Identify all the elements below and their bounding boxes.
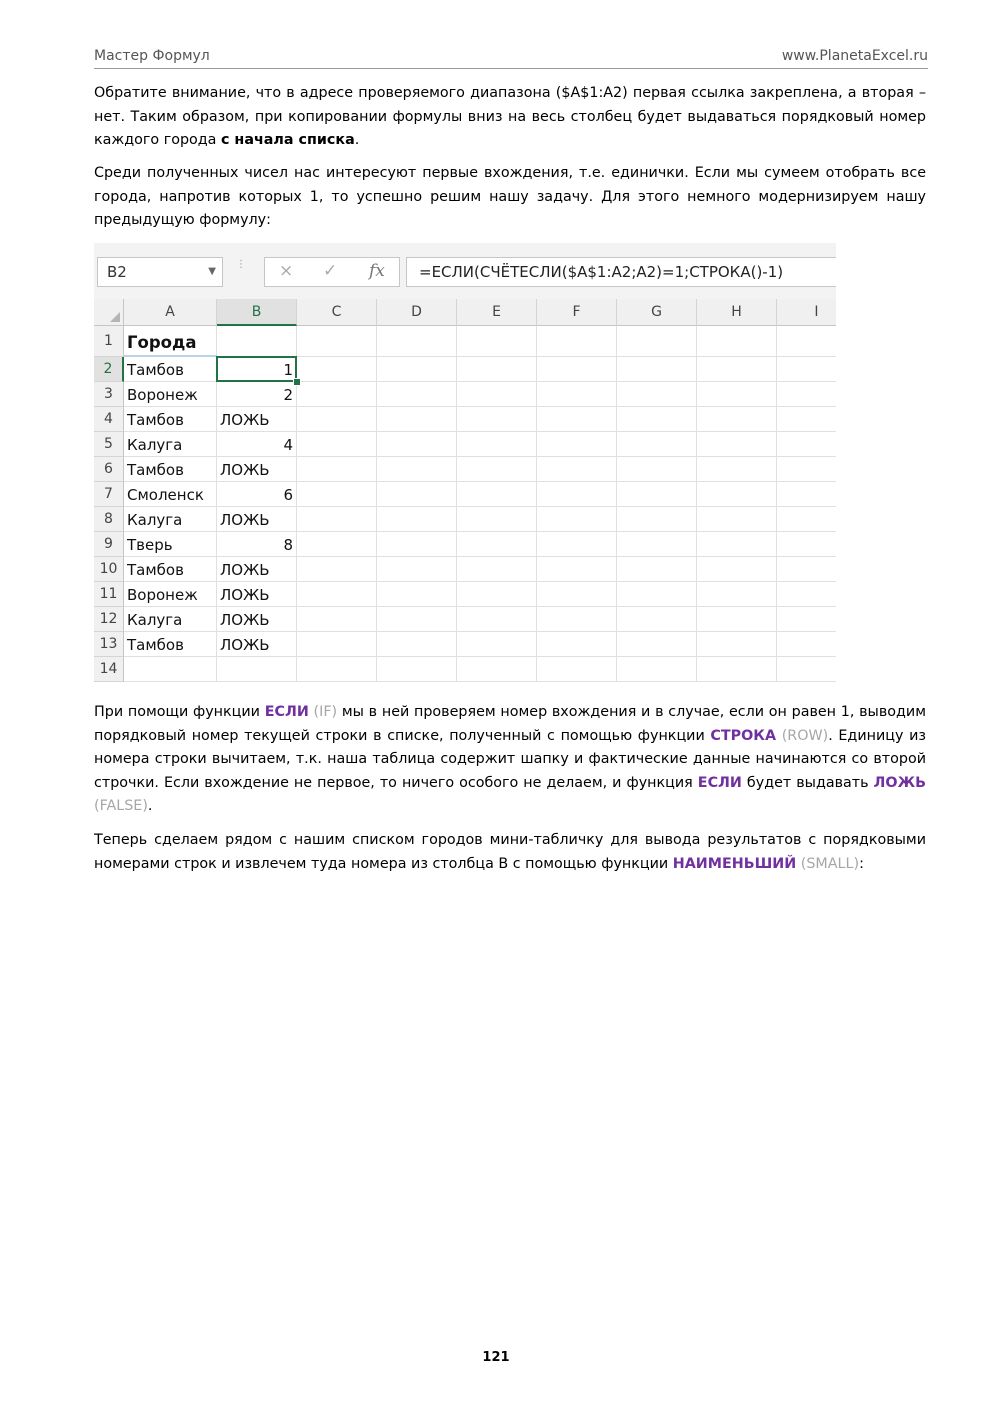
cell[interactable] (537, 657, 617, 682)
cell[interactable] (537, 482, 617, 507)
cell[interactable] (377, 582, 457, 607)
name-box-value: B2 (107, 263, 127, 281)
cell[interactable] (617, 457, 697, 482)
cell[interactable] (617, 357, 697, 382)
active-cell-outline[interactable] (216, 356, 297, 382)
cell[interactable] (617, 632, 697, 657)
cell-city[interactable]: Города (124, 326, 217, 357)
cell-city[interactable]: Тамбов (124, 357, 217, 382)
cell[interactable] (537, 582, 617, 607)
cell[interactable] (537, 326, 617, 357)
cell[interactable] (617, 432, 697, 457)
cell[interactable] (617, 507, 697, 532)
column-header-f[interactable]: F (537, 299, 617, 326)
cell[interactable] (777, 357, 836, 382)
row-header[interactable]: 3 (94, 382, 124, 407)
row-header[interactable]: 5 (94, 432, 124, 457)
cell[interactable] (297, 632, 377, 657)
cell-result[interactable]: ЛОЖЬ (217, 557, 297, 582)
cell-city[interactable]: Смоленск (124, 482, 217, 507)
cell[interactable] (457, 326, 537, 357)
column-header-c[interactable]: C (297, 299, 377, 326)
cell-result[interactable]: ЛОЖЬ (217, 457, 297, 482)
row-header[interactable]: 11 (94, 582, 124, 607)
cell[interactable] (457, 407, 537, 432)
running-header (94, 48, 928, 69)
column-header-g[interactable]: G (617, 299, 697, 326)
cell[interactable] (697, 382, 777, 407)
cell[interactable] (537, 357, 617, 382)
cell[interactable] (617, 607, 697, 632)
cell[interactable] (537, 457, 617, 482)
name-box[interactable] (97, 257, 223, 287)
cell[interactable] (537, 557, 617, 582)
paragraph-1 (94, 82, 926, 153)
row-header[interactable]: 7 (94, 482, 124, 507)
cell[interactable] (617, 582, 697, 607)
cell[interactable] (377, 557, 457, 582)
paragraph-3 (94, 701, 926, 819)
cell[interactable] (697, 457, 777, 482)
cell-city[interactable] (124, 657, 217, 682)
cell-city[interactable]: Тамбов (124, 407, 217, 432)
cell[interactable] (457, 557, 537, 582)
cell[interactable] (617, 382, 697, 407)
cell[interactable] (457, 632, 537, 657)
cell[interactable] (457, 657, 537, 682)
cell[interactable] (777, 632, 836, 657)
cell[interactable] (297, 357, 377, 382)
drag-handle-icon[interactable]: ⋮ (236, 259, 246, 270)
cell[interactable] (377, 657, 457, 682)
header-underline (124, 355, 217, 357)
p4-text-1: Теперь сделаем рядом с нашим списком городов мини-табличку для вывода результатов с порядковыми номерами строк и извлечем туда номера из столбца B с помощью функции (94, 832, 926, 872)
p3-text-2: мы в ней проверяем номер вхождения и в случае, если он равен 1, выводим порядковый номер текущей строки в списке, полученный с помощью функции (94, 704, 926, 744)
column-header-a[interactable]: A (124, 299, 217, 326)
cell[interactable] (617, 532, 697, 557)
check-icon[interactable]: ✓ (323, 261, 338, 281)
cell[interactable] (697, 482, 777, 507)
cell-city[interactable]: Калуга (124, 507, 217, 532)
column-header-h[interactable]: H (697, 299, 777, 326)
column-header-i[interactable]: I (777, 299, 836, 326)
cell[interactable] (297, 432, 377, 457)
paragraph-4 (94, 829, 926, 876)
function-name-if-2: ЕСЛИ (697, 774, 742, 791)
cell-result[interactable] (217, 657, 297, 682)
cell-result[interactable]: 1 (217, 357, 297, 382)
cell-city[interactable]: Тамбов (124, 632, 217, 657)
cell[interactable] (617, 557, 697, 582)
cell[interactable] (457, 532, 537, 557)
row-header[interactable]: 10 (94, 557, 124, 582)
cell[interactable] (697, 582, 777, 607)
row-header[interactable]: 14 (94, 657, 124, 682)
row-header[interactable]: 6 (94, 457, 124, 482)
cell[interactable] (297, 582, 377, 607)
cell[interactable] (297, 557, 377, 582)
p3-text-3: . Единицу из номера строки вычитаем, т.к. наша таблица содержит шапку и фактические данные начинаются со второй строчки. Если вхождение не первое, то ничего особого не делаем, и функция (94, 727, 926, 791)
cell[interactable] (457, 607, 537, 632)
cell[interactable] (697, 357, 777, 382)
cell[interactable] (537, 507, 617, 532)
cell[interactable] (777, 557, 836, 582)
paragraph-1-text: Обратите внимание, что в адресе проверяемого диапазона ($A$1:A2) первая ссылка закреплена, а вторая – нет. Таким образом, при копировании формулы вниз на весь столбец будет выдаваться порядковый номер каждого города (94, 85, 926, 148)
column-header-d[interactable]: D (377, 299, 457, 326)
row-header[interactable]: 13 (94, 632, 124, 657)
cell-city[interactable]: Калуга (124, 607, 217, 632)
cell[interactable] (777, 507, 836, 532)
row-header[interactable]: 1 (94, 326, 124, 357)
cell[interactable] (697, 326, 777, 357)
row-header[interactable]: 9 (94, 532, 124, 557)
function-name-row: СТРОКА (710, 727, 777, 744)
fill-handle[interactable] (293, 378, 301, 386)
cell[interactable] (617, 326, 697, 357)
function-icon[interactable]: fx (369, 261, 385, 281)
cell[interactable] (297, 482, 377, 507)
cell[interactable] (777, 326, 836, 357)
formula-bar (94, 243, 836, 299)
cell[interactable] (777, 432, 836, 457)
cell[interactable] (617, 407, 697, 432)
cell[interactable] (697, 432, 777, 457)
function-name-if: ЕСЛИ (264, 704, 309, 720)
cell[interactable] (377, 482, 457, 507)
cell-result[interactable]: ЛОЖЬ (217, 407, 297, 432)
cell-result[interactable]: ЛОЖЬ (217, 507, 297, 532)
cancel-icon[interactable]: × (279, 261, 294, 281)
function-english-small: (SMALL) (800, 855, 860, 872)
cell[interactable] (537, 632, 617, 657)
cell[interactable] (537, 532, 617, 557)
row-header[interactable]: 12 (94, 607, 124, 632)
cell[interactable] (377, 532, 457, 557)
cell[interactable] (697, 557, 777, 582)
p3-text-1: При помощи функции (94, 704, 265, 720)
value-false-english: (FALSE) (94, 798, 148, 814)
paragraph-1-bold: с начала списка (220, 132, 355, 148)
cell[interactable] (297, 457, 377, 482)
cell[interactable] (457, 382, 537, 407)
cell[interactable] (697, 532, 777, 557)
cell[interactable] (697, 632, 777, 657)
value-false: ЛОЖЬ (873, 774, 926, 791)
cell-city[interactable]: Тамбов (124, 457, 217, 482)
paragraph-1-end: . (354, 132, 360, 148)
cell[interactable] (697, 507, 777, 532)
cell[interactable] (777, 407, 836, 432)
cell[interactable] (377, 457, 457, 482)
cell-result[interactable]: ЛОЖЬ (217, 607, 297, 632)
cell[interactable] (457, 507, 537, 532)
cell[interactable] (697, 607, 777, 632)
cell-city[interactable]: Воронеж (124, 382, 217, 407)
select-all-corner[interactable] (94, 299, 124, 326)
cell[interactable] (297, 507, 377, 532)
cell-result[interactable]: 2 (217, 382, 297, 407)
cell-result[interactable]: ЛОЖЬ (217, 632, 297, 657)
column-header-e[interactable]: E (457, 299, 537, 326)
cell[interactable] (457, 357, 537, 382)
cell[interactable] (537, 607, 617, 632)
cell[interactable] (377, 326, 457, 357)
cell[interactable] (777, 482, 836, 507)
cell[interactable] (377, 407, 457, 432)
cell[interactable] (297, 382, 377, 407)
cell[interactable] (537, 382, 617, 407)
cell[interactable] (777, 607, 836, 632)
cell[interactable] (297, 532, 377, 557)
header-site: www.PlanetaExcel.ru (781, 48, 928, 64)
cell-result[interactable]: 4 (217, 432, 297, 457)
cell[interactable] (377, 382, 457, 407)
cell[interactable] (697, 657, 777, 682)
formula-input[interactable]: =ЕСЛИ(СЧЁТЕСЛИ($A$1:A2;A2)=1;СТРОКА()-1) (406, 257, 836, 287)
cell[interactable] (377, 507, 457, 532)
cell[interactable] (297, 607, 377, 632)
cell[interactable] (777, 457, 836, 482)
p3-text-4: будет выдавать (741, 774, 874, 791)
page-number: 121 (482, 1350, 510, 1365)
cell-city[interactable]: Тамбов (124, 557, 217, 582)
cell[interactable] (377, 357, 457, 382)
cell-result[interactable]: 6 (217, 482, 297, 507)
cell[interactable] (457, 432, 537, 457)
cell[interactable] (777, 657, 836, 682)
cell[interactable] (777, 582, 836, 607)
function-name-small: НАИМЕНЬШИЙ (672, 855, 797, 872)
cell[interactable] (297, 326, 377, 357)
column-header-b[interactable]: B (217, 299, 297, 326)
cell[interactable] (377, 607, 457, 632)
function-english-if: (IF) (313, 704, 338, 720)
cell[interactable] (297, 657, 377, 682)
cell[interactable] (377, 632, 457, 657)
function-english-row: (ROW) (781, 727, 829, 744)
formula-buttons (264, 257, 400, 287)
cell[interactable] (537, 407, 617, 432)
paragraph-2: Среди полученных чисел нас интересуют первые вхождения, т.е. единички. Если мы сумеем отобрать все города, напротив которых 1, то успешно решим нашу задачу. Для этого немного модернизируем нашу предыдущую формулу: (94, 165, 926, 228)
cell[interactable] (297, 407, 377, 432)
cell[interactable] (777, 532, 836, 557)
cell-result[interactable]: ЛОЖЬ (217, 582, 297, 607)
cell[interactable] (697, 407, 777, 432)
spreadsheet-screenshot (94, 243, 836, 685)
cell[interactable] (617, 482, 697, 507)
cell[interactable] (537, 432, 617, 457)
cell-result[interactable] (217, 326, 297, 357)
cell[interactable] (457, 457, 537, 482)
cell[interactable] (457, 582, 537, 607)
header-title: Мастер Формул (94, 48, 210, 64)
row-header[interactable]: 8 (94, 507, 124, 532)
cell-result[interactable]: 8 (217, 532, 297, 557)
cell[interactable] (457, 482, 537, 507)
cell[interactable] (777, 382, 836, 407)
p4-text-2: : (859, 855, 864, 872)
p3-text-5: . (147, 798, 153, 814)
cell[interactable] (377, 432, 457, 457)
cell-city[interactable]: Калуга (124, 432, 217, 457)
row-header[interactable]: 2 (94, 357, 124, 382)
cell[interactable] (617, 657, 697, 682)
cell-city[interactable]: Воронеж (124, 582, 217, 607)
row-header[interactable]: 4 (94, 407, 124, 432)
cell-city[interactable]: Тверь (124, 532, 217, 557)
chevron-down-icon[interactable]: ▼ (208, 266, 216, 277)
